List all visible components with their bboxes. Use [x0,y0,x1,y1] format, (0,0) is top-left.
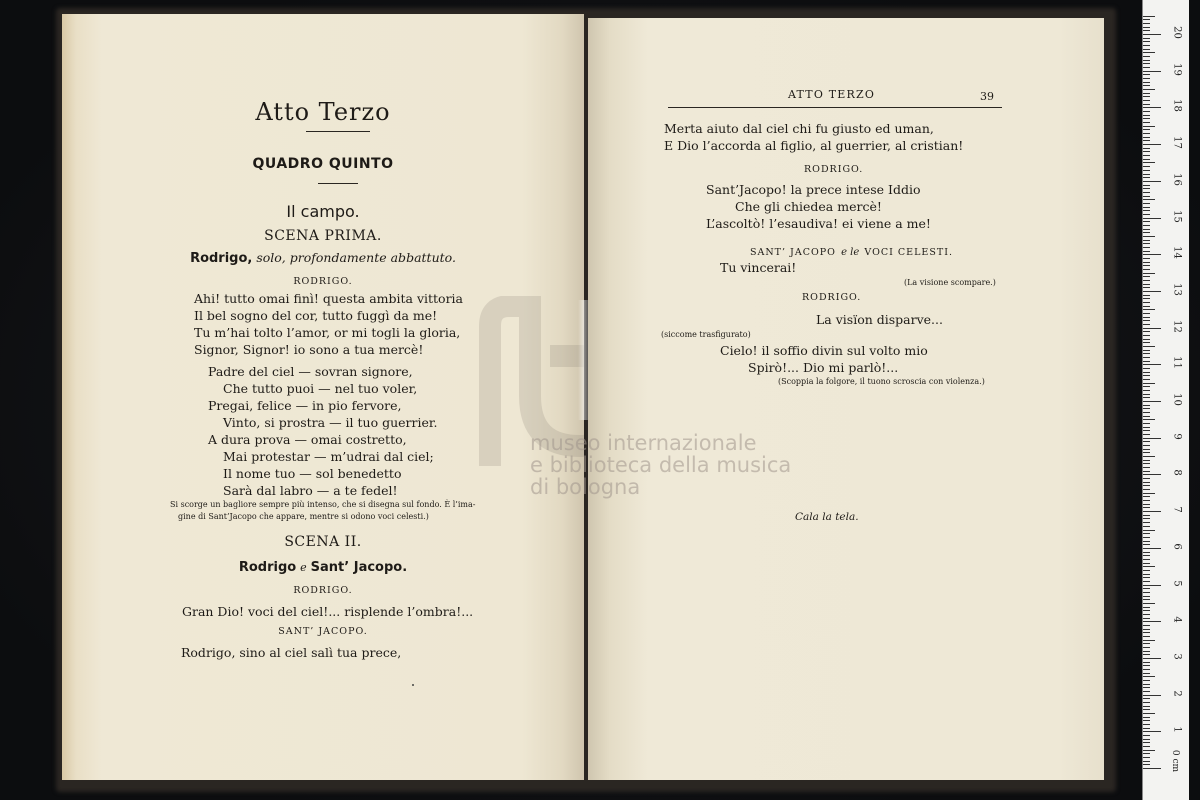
ruler-tick [1143,353,1150,354]
ruler-tick [1143,720,1150,721]
ruler-tick [1143,401,1161,402]
ruler-tick [1143,111,1150,112]
ruler-tick [1143,174,1150,175]
ruler-tick [1143,82,1150,83]
ruler-tick [1143,170,1150,171]
ruler-tick [1143,607,1150,608]
scene2-characters [62,559,584,575]
ruler-tick [1143,629,1150,630]
ruler-tick [1143,247,1150,248]
ruler-number: 11 [1171,356,1183,370]
ruler-tick [1143,460,1150,461]
ruler-tick [1143,530,1155,531]
speaker-jacopo-voci [750,240,953,259]
ruler-tick [1143,673,1150,674]
page-number: 39 [980,90,994,103]
ruler-tick [1143,328,1161,329]
ruler-tick [1143,166,1150,167]
ruler-tick [1143,640,1155,641]
ruler-tick [1143,251,1150,252]
verse-line: Padre del ciel — sovran signore, [208,364,413,379]
verse-line: La visïon disparve... [816,312,943,327]
verse-line: L’ascoltò! l’esaudiva! ei viene a me! [706,216,931,231]
ruler-tick [1143,56,1150,57]
ruler-tick [1143,38,1150,39]
ruler-tick [1143,522,1150,523]
verse-line: Gran Dio! voci del ciel!... risplende l’ombra!... [182,604,474,619]
ruler-tick [1143,676,1155,677]
ruler-tick [1143,159,1150,160]
ruler-number: 2 [1171,689,1183,697]
ruler-number: 8 [1171,469,1183,477]
ruler-tick [1143,45,1150,46]
ruler-tick [1143,122,1150,123]
ruler-tick [1143,471,1150,472]
ruler-tick [1143,71,1161,72]
ruler-tick [1143,636,1150,637]
ruler-tick [1143,397,1150,398]
ruler-tick [1143,225,1150,226]
verse-line: A dura prova — omai costretto, [208,432,407,447]
watermark-line: museo internazionale [530,431,757,455]
ruler-tick [1143,218,1161,219]
verse-line: Rodrigo, sino al ciel salì tua prece, [181,645,402,660]
speaker-rodrigo-3: RODRIGO. [804,164,864,175]
ruler-tick [1143,599,1150,600]
ruler-tick [1143,463,1150,464]
act-title: Atto Terzo [255,98,391,126]
ruler-tick [1143,390,1150,391]
verse-line: Cielo! il soffio divin sul volto mio [720,343,928,358]
scene1-title: SCENA PRIMA. [264,228,382,244]
ruler-tick [1143,713,1155,714]
ruler-number: 1 [1171,726,1183,733]
ruler-tick [1143,405,1150,406]
ruler-tick [1143,177,1150,178]
ruler-tick [1143,115,1150,116]
left-page [62,14,584,780]
running-head: ATTO TERZO [788,88,876,101]
verse-line: Tu vincerai! [720,260,797,275]
ruler-number: 3 [1171,653,1183,660]
header-rule [668,107,1002,108]
ruler-tick [1143,162,1155,163]
ruler-tick [1143,185,1150,186]
ruler-tick [1143,750,1155,751]
ruler-tick [1143,577,1150,578]
ruler-tick [1143,423,1150,424]
ruler-tick [1143,728,1150,729]
ruler-tick [1143,196,1150,197]
ruler-tick [1143,592,1150,593]
ruler-tick [1143,687,1150,688]
ruler-tick [1143,107,1161,108]
ruler-tick [1143,493,1155,494]
ruler-tick [1143,452,1150,453]
speaker-rodrigo-4: RODRIGO. [802,292,862,303]
ruler-tick [1143,757,1150,758]
ruler-number: 4 [1171,616,1183,623]
ruler-tick [1143,603,1155,604]
measurement-ruler [1142,0,1189,800]
scene2-conj: e [300,561,307,574]
ruler-tick [1143,148,1150,149]
ruler-tick [1143,742,1150,743]
verse-line: Spirò!... Dio mi parlò!... [748,360,899,375]
ruler-tick [1143,761,1150,762]
speaker-rodrigo-1: RODRIGO. [293,276,353,287]
ruler-tick [1143,614,1150,615]
ruler-tick [1143,441,1150,442]
verse-line: Merta aiuto dal ciel chi fu giusto ed uman, [664,121,934,136]
stage-direction-line: Si scorge un bagliore sempre più intenso, che si disegna sul fondo. È l’ima- [170,500,476,509]
ruler-tick [1143,764,1150,765]
ruler-tick [1143,739,1150,740]
ruler-tick [1143,60,1150,61]
watermark-line: e biblioteca della musica [530,453,792,477]
ruler-tick [1143,192,1150,193]
ruler-tick [1143,419,1155,420]
ruler-tick [1143,346,1155,347]
ruler-tick [1143,430,1150,431]
ruler-tick [1143,155,1150,156]
ruler-tick [1143,30,1150,31]
verse-line: Che tutto puoi — nel tuo voler, [223,381,418,396]
ruler-tick [1143,229,1150,230]
ruler-tick [1143,526,1150,527]
ruler-tick [1143,684,1150,685]
ruler-tick [1143,500,1150,501]
ruler-tick [1143,552,1150,553]
ruler-tick [1143,335,1150,336]
ruler-tick [1143,691,1150,692]
ruler-tick [1143,129,1150,130]
ruler-tick [1143,372,1150,373]
ruler-tick [1143,768,1161,769]
ruler-tick [1143,698,1150,699]
ruler-tick [1143,342,1150,343]
ruler-tick [1143,445,1150,446]
ruler-number: 16 [1171,172,1183,186]
ruler-tick [1143,548,1161,549]
ruler-number: 20 [1171,26,1183,39]
ruler-tick [1143,504,1150,505]
ruler-tick [1143,386,1150,387]
scene2-char-a: Rodrigo [238,560,297,575]
ruler-tick [1143,496,1150,497]
scene1-char-name: Rodrigo, [190,251,253,266]
ruler-tick [1143,350,1150,351]
ruler-tick [1143,746,1150,747]
ruler-tick [1143,427,1150,428]
ruler-tick [1143,203,1150,204]
ruler-tick [1143,104,1150,105]
ruler-tick [1143,724,1150,725]
ruler-number: 15 [1171,209,1183,223]
ruler-tick [1143,276,1150,277]
ruler-tick [1143,317,1150,318]
ruler-tick [1143,555,1150,556]
ruler-tick [1143,243,1150,244]
ruler-tick [1143,588,1150,589]
title-rule [306,131,370,132]
stage-direction-visione: (La visione scompare.) [904,278,996,287]
verse-line: E Dio l’accorda al figlio, al guerrier, al cristian! [664,138,964,153]
ruler-tick [1143,188,1150,189]
ruler-tick [1143,537,1150,538]
ruler-tick [1143,647,1150,648]
ruler-number: 17 [1171,136,1183,149]
ruler-number: 10 [1171,393,1183,406]
ruler-tick [1143,236,1155,237]
ruler-tick [1143,63,1150,64]
verse-line: Ahi! tutto omai finì! questa ambita vittoria [194,291,464,306]
ruler-tick [1143,570,1150,571]
ruler-tick [1143,485,1150,486]
ruler-tick [1143,379,1150,380]
ruler-tick [1143,258,1150,259]
ruler-tick [1143,621,1161,622]
ruler-tick [1143,118,1150,119]
setting-title: Il campo. [286,202,360,221]
ruler-tick [1143,140,1150,141]
verse-line: Sarà dal labro — a te fedel! [223,483,398,498]
scene2-title: SCENA II. [284,534,362,550]
ruler-tick [1143,361,1150,362]
ruler-number: 5 [1171,579,1183,587]
ruler-tick [1143,284,1150,285]
ruler-tick [1143,566,1155,567]
ruler-tick [1143,394,1150,395]
ruler-tick [1143,52,1155,53]
ruler-tick [1143,93,1150,94]
ruler-tick [1143,680,1150,681]
ruler-tick [1143,625,1150,626]
ruler-number: 13 [1171,283,1183,296]
ruler-number: 18 [1171,99,1183,113]
ruler-tick [1143,357,1150,358]
ruler-tick [1143,16,1155,17]
ruler-tick [1143,735,1150,736]
verse-line: Vinto, si prostra — il tuo guerrier. [223,415,438,430]
ruler-tick [1143,596,1150,597]
ruler-tick [1143,375,1150,376]
ruler-tick [1143,438,1161,439]
ruler-tick [1143,41,1150,42]
stage-direction-line: gine di Sant’Jacopo che appare, mentre si odono voci celesti.) [178,512,429,521]
ruler-tick [1143,181,1161,182]
curtain-line: Cala la tela. [795,511,859,523]
ruler-tick [1143,706,1150,707]
ruler-number: 19 [1171,62,1183,76]
library-watermark [530,432,791,498]
speaker-jacopo-1: SANT’ JACOPO. [278,626,368,637]
ruler-tick [1143,49,1150,50]
ruler-tick [1143,27,1150,28]
verse-line: Che gli chiedea mercè! [735,199,882,214]
ruler-tick [1143,331,1150,332]
ruler-tick [1143,74,1150,75]
verse-line: Il bel sogno del cor, tutto fuggì da me! [194,308,438,323]
ruler-tick [1143,518,1150,519]
ruler-tick [1143,434,1150,435]
ruler-tick [1143,467,1150,468]
ruler-tick [1143,654,1150,655]
speaker-jacopo-label: SANT’ JACOPO [750,247,836,258]
ruler-tick [1143,23,1150,24]
ruler-tick [1143,449,1150,450]
ruler-number: 14 [1171,246,1183,260]
scene2-char-b: Sant’ Jacopo. [310,560,408,575]
ruler-tick [1143,489,1150,490]
ruler-tick [1143,199,1155,200]
ruler-tick [1143,581,1150,582]
ruler-tick [1143,662,1150,663]
ruler-tick [1143,137,1150,138]
ruler-tick [1143,717,1150,718]
ruler-tick [1143,85,1150,86]
ruler-tick [1143,610,1150,611]
stage-direction-trasfigurato: (siccome trasfigurato) [661,330,751,339]
ruler-tick [1143,291,1161,292]
ruler-tick [1143,563,1150,564]
ruler-tick [1143,753,1150,754]
paper-speck [412,684,414,686]
ruler-unit-label: 0 cm [1170,749,1180,773]
ruler-tick [1143,232,1150,233]
ruler-tick [1143,632,1150,633]
ruler-tick [1143,669,1150,670]
ruler-tick [1143,221,1150,222]
ruler-tick [1143,67,1150,68]
speaker-conj: e le [841,247,860,258]
ruler-tick [1143,618,1150,619]
ruler-tick [1143,254,1161,255]
ruler-tick [1143,151,1150,152]
ruler-tick [1143,295,1150,296]
ruler-tick [1143,515,1150,516]
ruler-tick [1143,533,1150,534]
ruler-tick [1143,585,1161,586]
ruler-tick [1143,273,1155,274]
ruler-tick [1143,507,1150,508]
ruler-tick [1143,309,1155,310]
ruler-tick [1143,324,1150,325]
scene1-character [62,250,584,266]
ruler-tick [1143,262,1150,263]
ruler-tick [1143,541,1150,542]
stage-direction-folgore: (Scoppia la folgore, il tuono scroscia con violenza.) [778,377,985,386]
ruler-tick [1143,34,1161,35]
ruler-tick [1143,78,1150,79]
verse-line: Tu m’hai tolto l’amor, or mi togli la gloria, [194,325,461,340]
ruler-tick [1143,210,1150,211]
quadro-rule [318,183,358,184]
ruler-number: 9 [1171,433,1183,440]
ruler-tick [1143,298,1150,299]
right-page [588,18,1104,780]
ruler-tick [1143,269,1150,270]
ruler-tick [1143,207,1150,208]
verse-line: Mai protestar — m’udrai dal ciel; [223,449,434,464]
ruler-number: 12 [1171,319,1183,333]
watermark-line: di bologna [530,475,641,499]
ruler-tick [1143,658,1161,659]
ruler-tick [1143,456,1155,457]
ruler-tick [1143,544,1150,545]
ruler-tick [1143,408,1150,409]
ruler-tick [1143,731,1161,732]
verse-line: Il nome tuo — sol benedetto [223,466,402,481]
ruler-tick [1143,133,1150,134]
verse-line: Pregai, felice — in pio fervore, [208,398,402,413]
ruler-tick [1143,89,1155,90]
ruler-tick [1143,695,1161,696]
ruler-tick [1143,287,1150,288]
verse-line: Signor, Signor! io sono a tua mercè! [194,342,424,357]
ruler-tick [1143,651,1150,652]
ruler-tick [1143,702,1150,703]
ruler-tick [1143,214,1150,215]
ruler-tick [1143,280,1150,281]
ruler-tick [1143,368,1150,369]
ruler-tick [1143,643,1150,644]
speaker-rodrigo-2: RODRIGO. [293,585,353,596]
ruler-tick [1143,709,1150,710]
ruler-number: 6 [1171,543,1183,550]
ruler-tick [1143,574,1150,575]
ruler-tick [1143,559,1150,560]
ruler-tick [1143,474,1161,475]
ruler-tick [1143,320,1150,321]
ruler-tick [1143,383,1155,384]
ruler-tick [1143,306,1150,307]
ruler-tick [1143,412,1150,413]
ruler-tick [1143,665,1150,666]
ruler-tick [1143,265,1150,266]
verse-line: Sant’Jacopo! la prece intese Iddio [706,182,921,197]
ruler-tick [1143,416,1150,417]
ruler-tick [1143,511,1161,512]
ruler-tick [1143,339,1150,340]
ruler-tick [1143,364,1161,365]
ruler-tick [1143,144,1161,145]
ruler-tick [1143,478,1150,479]
ruler-tick [1143,240,1150,241]
ruler-number: 7 [1171,506,1183,513]
ruler-tick [1143,302,1150,303]
ruler-tick [1143,313,1150,314]
scene1-char-direction: solo, profondamente abbattuto. [256,250,456,265]
ruler-tick [1143,100,1150,101]
ruler-tick [1143,19,1150,20]
ruler-tick [1143,482,1150,483]
speaker-voci-label: VOCI CELESTI. [864,247,953,258]
ruler-tick [1143,96,1150,97]
ruler-tick [1143,126,1155,127]
quadro-title: QUADRO QUINTO [252,156,394,172]
